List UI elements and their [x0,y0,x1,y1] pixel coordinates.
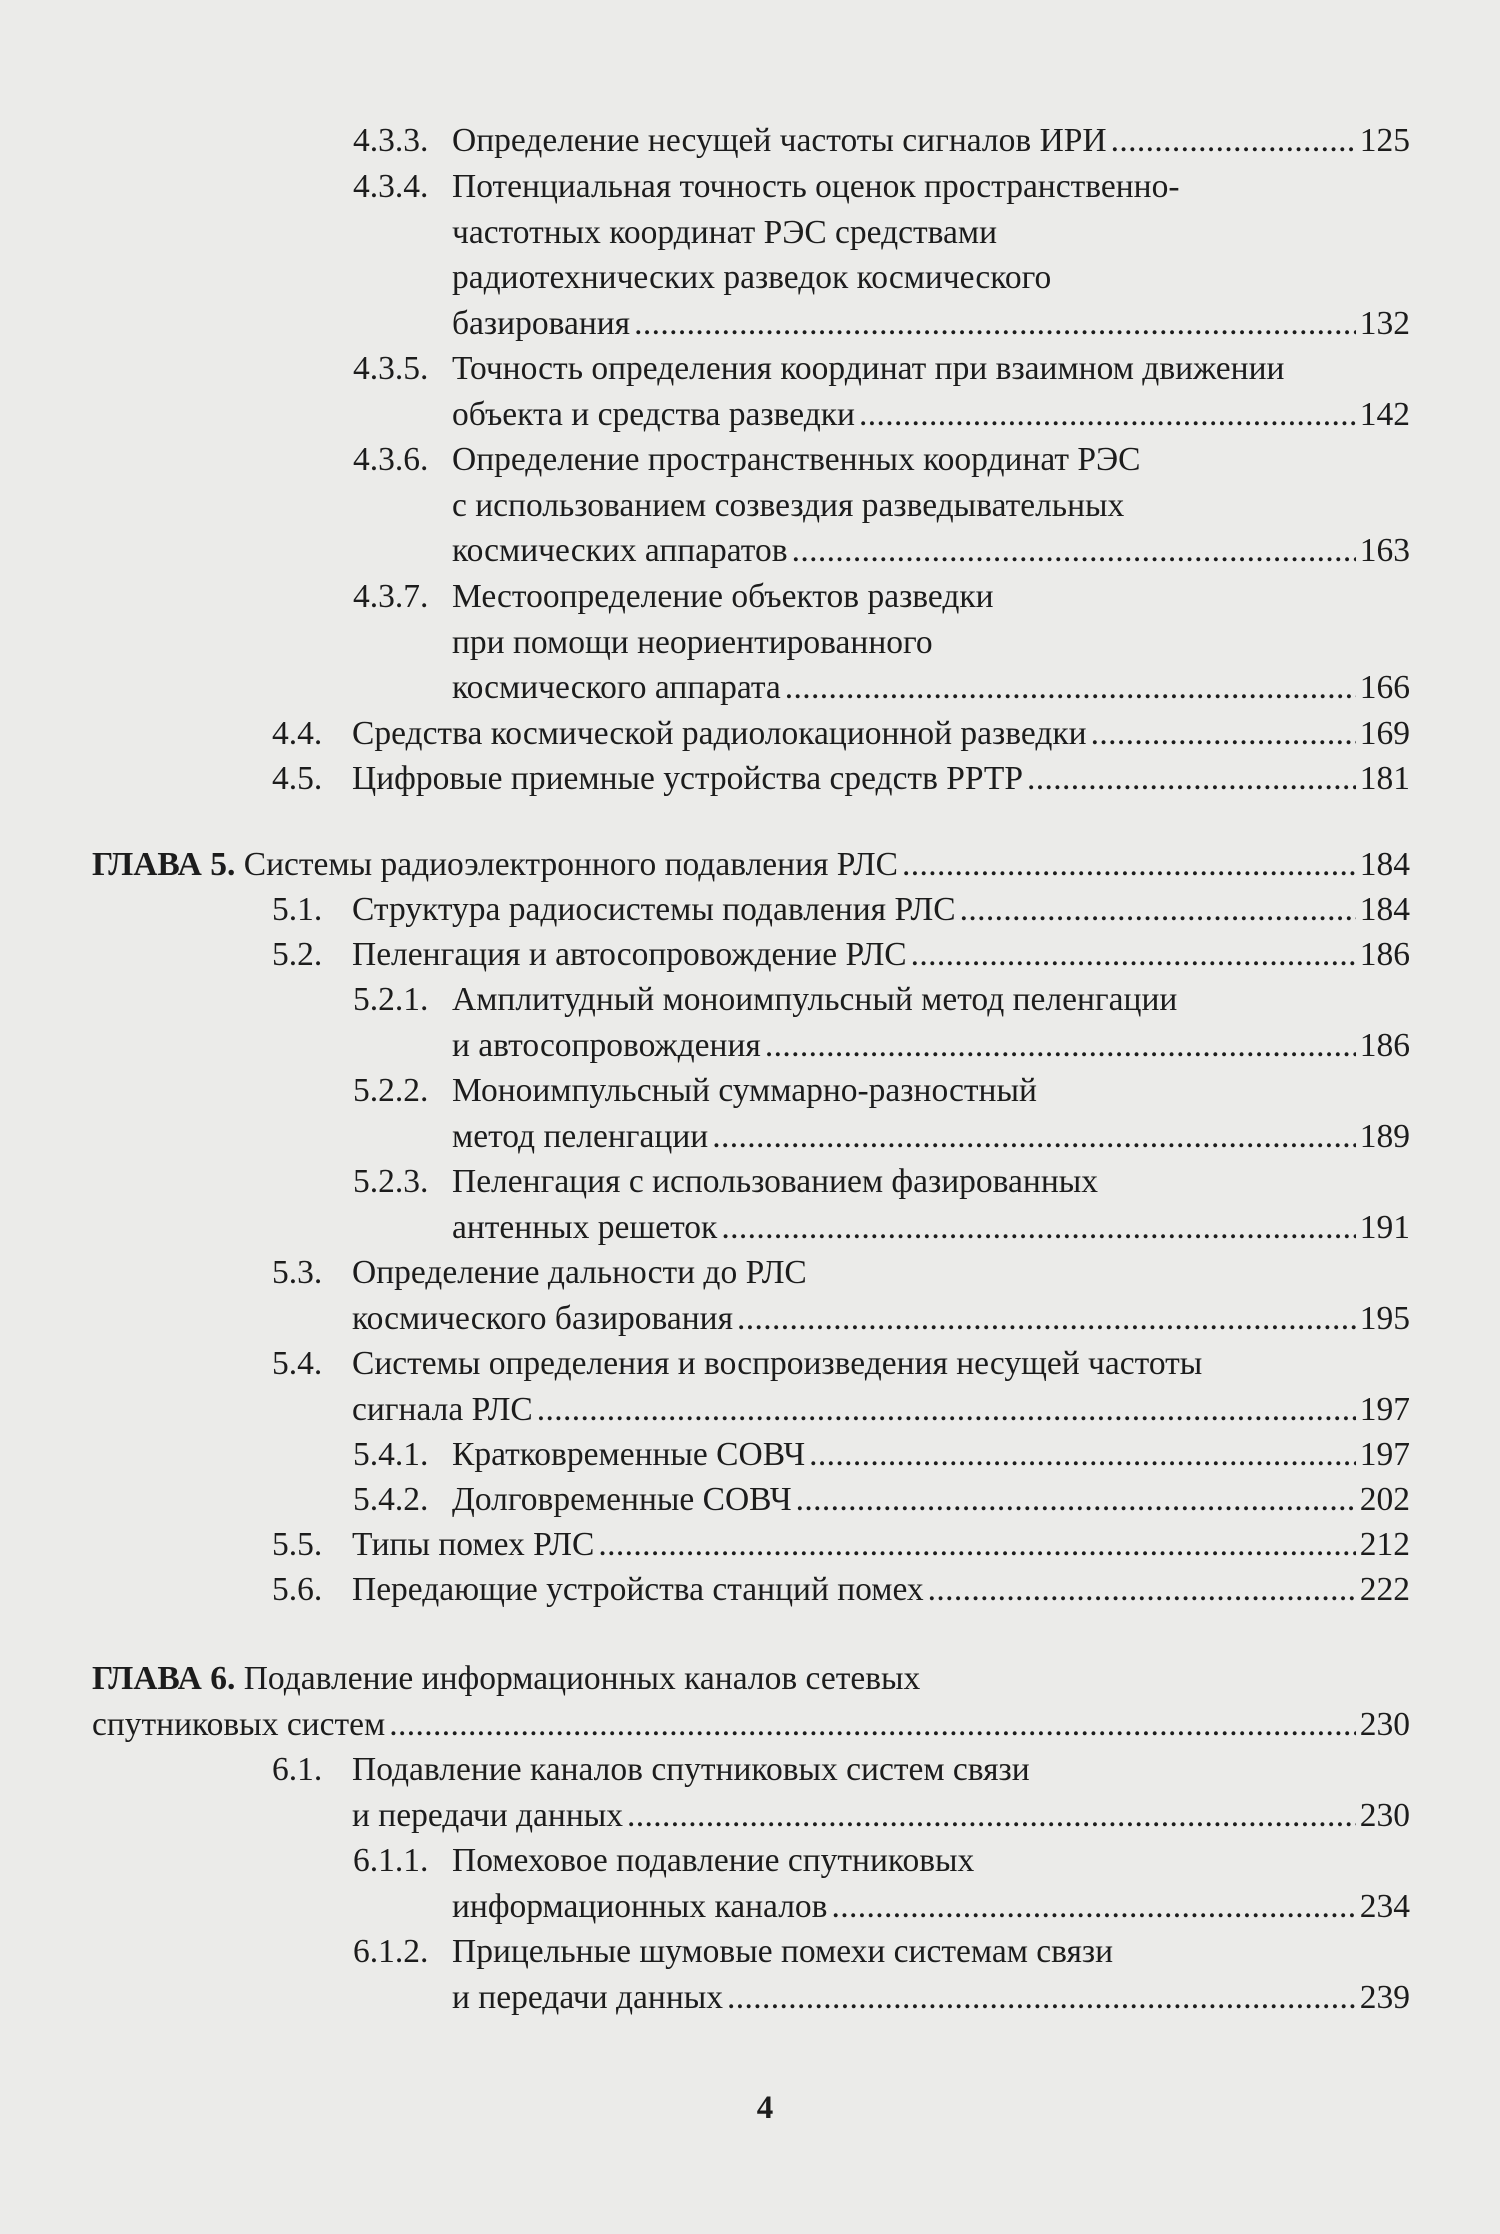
toc-entry-line [272,1296,1410,1342]
section-title: Местоопределение объектов разведки [452,578,994,615]
toc-chapter-entry [92,1656,1410,1747]
section-title: Определение несущей частоты сигналов ИРИ [452,122,1107,159]
toc-entry [272,1341,1410,1432]
page-ref: 184 [1359,846,1410,883]
dot-leader [727,1975,1356,2021]
dot-leader [809,1432,1356,1478]
toc-entry [353,574,1410,711]
dot-leader [1111,118,1356,164]
toc-entry-line [272,932,1410,978]
section-number: 4.3.4. [353,168,429,205]
section-number: 5.1. [272,891,323,928]
toc-entry-line [272,1793,1410,1839]
section-title: частотных координат РЭС средствами [452,213,998,251]
toc-entry [353,1929,1410,2020]
page-ref: 222 [1359,1571,1410,1608]
section-title: Кратковременные СОВЧ [452,1436,806,1473]
dot-leader [712,1114,1356,1160]
section-title: объекта и средства разведки [452,395,855,433]
page-ref: 191 [1359,1208,1410,1246]
toc-entry-line [353,574,1410,620]
toc-entry [272,887,1410,933]
page-ref: 186 [1359,1026,1410,1064]
toc-entry [353,1838,1410,1929]
toc-entry [353,1432,1410,1478]
toc-entry-line [272,711,1410,757]
toc-entry-line [353,255,1410,301]
toc-entry-line [92,1656,1410,1702]
section-title: информационных каналов [452,1887,828,1925]
toc-entry-line [272,1250,1410,1296]
dot-leader [765,1023,1356,1069]
section-title: Средства космической радиолокационной разведки [352,715,1087,752]
section-title: Передающие устройства станций помех [352,1571,924,1608]
dot-leader [902,842,1356,888]
page-ref: 212 [1359,1526,1410,1563]
toc-entry [272,1567,1410,1613]
section-title: и автосопровождения [452,1026,761,1064]
section-number: 4.5. [272,760,323,797]
page-ref: 184 [1359,891,1410,928]
page-ref: 163 [1359,532,1410,569]
toc-entry [272,932,1410,978]
toc-entry-line [353,1023,1410,1069]
section-number: 5.4.1. [353,1436,429,1473]
toc-entry-line [353,1432,1410,1478]
toc-entry [353,1477,1410,1523]
section-title: космического аппарата [452,669,781,706]
section-title: Цифровые приемные устройства средств РРТР [352,760,1024,797]
section-title: Системы определения и воспроизведения несущей частоты [352,1345,1203,1382]
section-title: Подавление информационных каналов сетевых [243,1660,921,1697]
section-title: Типы помех РЛС [352,1526,595,1563]
page-ref: 125 [1359,122,1410,159]
toc-entry-line [353,1477,1410,1523]
toc-entry-line [353,1884,1410,1930]
section-number: 5.2. [272,936,323,973]
section-number: 5.3. [272,1254,323,1291]
section-title: Структура радиосистемы подавления РЛС [352,891,956,928]
toc-entry-line [272,887,1410,933]
toc-entry-line [353,346,1410,392]
section-title: базирования [452,304,631,342]
toc-entry-line [353,392,1410,438]
page-ref: 230 [1359,1796,1410,1834]
page-ref: 230 [1359,1705,1410,1743]
toc-entry [353,118,1410,164]
dot-leader [928,1567,1356,1613]
page-ref: 186 [1359,936,1410,973]
section-title: Прицельные шумовые помехи системам связи [452,1933,1114,1970]
section-title: Точность определения координат при взаимном движении [452,350,1285,387]
page-ref: 202 [1359,1481,1410,1518]
toc-entry [353,977,1410,1068]
dot-leader [537,1387,1356,1433]
page-ref: 166 [1359,669,1410,706]
dot-leader [911,932,1356,978]
section-title: Моноимпульсный суммарно-разностный [452,1072,1037,1109]
section-title: при помощи неориентированного [452,623,933,661]
section-title: и передачи данных [452,1978,724,2016]
page-ref: 197 [1359,1390,1410,1428]
toc-entry-line [272,1522,1410,1568]
section-number: 5.6. [272,1571,323,1608]
section-number: 5.2.3. [353,1163,429,1200]
section-number: 4.3.6. [353,441,429,478]
dot-leader [598,1522,1355,1568]
toc-entry-line [272,1567,1410,1613]
toc-entry-line [92,1702,1410,1748]
dot-leader [634,301,1356,347]
toc-entry-line [272,1747,1410,1793]
toc-entry-line [353,1205,1410,1251]
toc-chapter-entry [92,842,1410,888]
toc-entry [353,164,1410,346]
toc-entry-line [353,1068,1410,1114]
page-ref: 239 [1359,1978,1410,2016]
dot-leader [1091,711,1356,757]
section-title: Помеховое подавление спутниковых [452,1842,975,1879]
toc-entry [353,346,1410,437]
section-number: 6.1. [272,1751,323,1788]
dot-leader [721,1205,1355,1251]
section-number: 5.5. [272,1526,323,1563]
section-number: 4.3.3. [353,122,429,159]
toc-entry [353,1159,1410,1250]
toc-entry [272,711,1410,757]
toc-entry-line [272,1341,1410,1387]
toc-entry-line [353,301,1410,347]
toc-entry-line [353,483,1410,529]
page-ref: 142 [1359,395,1410,433]
page-ref: 234 [1359,1887,1410,1925]
toc-entry-line [353,1929,1410,1975]
dot-leader [389,1702,1356,1748]
section-title: радиотехнических разведок космического [452,259,1052,296]
page-ref: 195 [1359,1299,1410,1337]
section-title: Подавление каналов спутниковых систем связи [352,1751,1030,1788]
toc-entry-line [353,977,1410,1023]
section-title: космических аппаратов [452,532,788,569]
section-title: Амплитудный моноимпульсный метод пеленгации [452,981,1178,1018]
dot-leader [737,1296,1356,1342]
toc-entry [272,1250,1410,1341]
page-ref: 197 [1359,1436,1410,1473]
chapter-label: ГЛАВА 6. [92,1660,236,1697]
toc-entry-line [272,1387,1410,1433]
dot-leader [859,392,1356,438]
page-ref: 169 [1359,715,1410,752]
section-number: 6.1.2. [353,1933,429,1970]
section-number: 5.2.1. [353,981,429,1018]
section-title: космического базирования [352,1299,734,1337]
page-number: 4 [756,2090,774,2126]
section-number: 5.2.2. [353,1072,429,1109]
section-number: 4.3.5. [353,350,429,387]
toc-entry [272,1522,1410,1568]
page-ref: 181 [1359,760,1410,797]
section-title: Определение пространственных координат РЭС [452,441,1141,478]
dot-leader [960,887,1356,933]
section-title: и передачи данных [352,1796,624,1834]
toc-entry [272,1747,1410,1838]
section-title: Системы радиоэлектронного подавления РЛС [243,846,898,883]
section-title: спутниковых систем [92,1705,386,1743]
toc-entry-line [353,437,1410,483]
toc-entry-line [353,1838,1410,1884]
section-title: Определение дальности до РЛС [352,1254,807,1291]
dot-leader [796,1477,1356,1523]
section-title: Потенциальная точность оценок пространственно- [452,168,1180,205]
toc-entry-line [272,756,1410,802]
section-title: метод пеленгации [452,1117,709,1155]
page-ref: 189 [1359,1117,1410,1155]
section-number: 4.3.7. [353,578,429,615]
dot-leader [832,1884,1356,1930]
section-title: антенных решеток [452,1208,718,1246]
section-number: 6.1.1. [353,1842,429,1879]
section-title: Долговременные СОВЧ [452,1481,792,1518]
dot-leader [1027,756,1356,802]
toc-entry-line [353,1114,1410,1160]
chapter-label: ГЛАВА 5. [92,846,236,883]
dot-leader [792,528,1356,574]
toc-entry [353,1068,1410,1159]
section-number: 5.4.2. [353,1481,429,1518]
toc-entry-line [353,210,1410,256]
dot-leader [627,1793,1356,1839]
toc-entry-line [353,164,1410,210]
toc-entry [272,756,1410,802]
page-ref: 132 [1359,304,1410,342]
section-title: сигнала РЛС [352,1390,533,1428]
toc-entry-line [353,528,1410,574]
toc-entry-line [353,1975,1410,2021]
toc-entry [353,437,1410,574]
dot-leader [785,665,1356,711]
toc-entry-line [92,842,1410,888]
section-title: с использованием созвездия разведывательных [452,486,1125,524]
toc-entry-line [353,118,1410,164]
section-title: Пеленгация с использованием фазированных [452,1163,1099,1200]
toc-entry-line [353,665,1410,711]
section-number: 4.4. [272,715,323,752]
toc-entry-line [353,620,1410,666]
toc-entry-line [353,1159,1410,1205]
section-title: Пеленгация и автосопровождение РЛС [352,936,907,973]
section-number: 5.4. [272,1345,323,1382]
